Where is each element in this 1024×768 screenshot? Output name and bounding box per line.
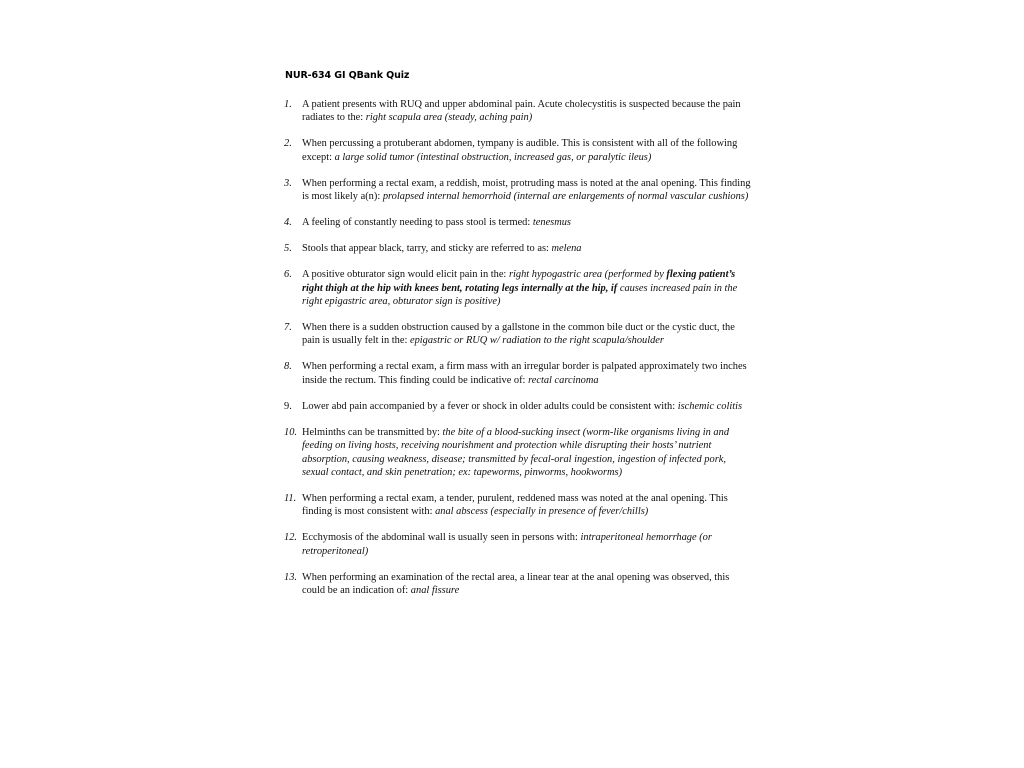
- document-title: NUR-634 GI QBank Quiz: [285, 70, 410, 81]
- question-stem: When performing an examination of the rectal area, a linear tear at the anal opening was observed, this could be an indication of:: [302, 571, 730, 597]
- question-number: 7.: [284, 322, 292, 334]
- question-stem: A feeling of constantly needing to pass stool is termed:: [302, 217, 531, 229]
- question-number: 5.: [284, 243, 292, 255]
- question-answer: prolapsed internal hemorrhoid (internal are enlargements of normal vascular cushions): [382, 191, 749, 203]
- question-item: [284, 137, 754, 164]
- question-item: [284, 98, 754, 125]
- question-answer-emphasis: flexing patient’s right thigh at the hip with knees bent, rotating legs internally at the hip, if: [302, 269, 736, 294]
- question-answer: melena: [551, 243, 582, 255]
- question-list: [284, 98, 754, 610]
- question-item: [284, 268, 754, 308]
- question-answer: a large solid tumor (intestinal obstruction, increased gas, or paralytic ileus): [334, 151, 652, 163]
- question-item: [284, 571, 754, 598]
- question-item: [284, 242, 754, 255]
- question-answer: right hypogastric area (performed by: [508, 269, 664, 281]
- question-answer: anal fissure: [410, 585, 460, 597]
- question-item: [284, 360, 754, 387]
- question-number: 11.: [284, 493, 297, 505]
- question-item: [284, 426, 754, 480]
- question-answer-continuation: causes increased pain in the right epigastric area, obturator sign is positive): [302, 282, 738, 308]
- question-stem: A positive obturator sign would elicit pain in the:: [302, 269, 507, 281]
- question-answer: tenesmus: [532, 217, 571, 229]
- question-stem: A patient presents with RUQ and upper abdominal pain. Acute cholecystitis is suspected because the pain radiates to the:: [302, 99, 741, 124]
- question-item: [284, 492, 754, 519]
- question-answer: rectal carcinoma: [528, 374, 599, 386]
- question-answer: intraperitoneal hemorrhage (or retroperitoneal): [302, 532, 712, 557]
- question-answer: ischemic colitis: [677, 400, 743, 412]
- question-number: 8.: [284, 361, 292, 373]
- question-stem: When there is a sudden obstruction caused by a gallstone in the common bile duct or the cystic duct, the pain is usually felt in the:: [302, 322, 735, 347]
- question-item: [284, 216, 754, 229]
- question-stem: Ecchymosis of the abdominal wall is usually seen in persons with:: [302, 532, 578, 544]
- question-stem: Helminths can be transmitted by:: [302, 426, 440, 438]
- question-stem: Stools that appear black, tarry, and sticky are referred to as:: [302, 243, 549, 255]
- question-stem: When performing a rectal exam, a tender, purulent, reddened mass was noted at the anal opening. This finding is most consistent with:: [302, 493, 728, 518]
- question-number: 10.: [284, 426, 297, 438]
- question-number: 1.: [284, 99, 292, 110]
- question-number: 3.: [284, 177, 292, 189]
- question-stem: When percussing a protuberant abdomen, tympany is audible. This is consistent with all of the following except:: [302, 138, 738, 163]
- question-answer: anal abscess (especially in presence of fever/chills): [435, 506, 649, 518]
- question-stem: When performing a rectal exam, a firm mass with an irregular border is palpated approximately two inches inside the rectum. This finding could be indicative of:: [302, 361, 747, 386]
- question-answer: right scapula area (steady, aching pain): [365, 112, 533, 124]
- question-item: [284, 531, 754, 558]
- question-item: [284, 321, 754, 348]
- question-number: 4.: [284, 217, 292, 229]
- question-number: 6.: [284, 269, 292, 281]
- question-number: 13.: [284, 571, 297, 583]
- question-item: [284, 400, 754, 413]
- question-answer: the bite of a blood-sucking insect (worm-like organisms living in and feeding on living hosts, receiving nourishment and protection while disrupting their hosts’ nutrient absorption, causing weakness, disease; transmitted by fecal-oral ingestion, ingestion of infected pork, sexual contact, and skin penetration; ex: tapeworms, pinworms, hookworms): [302, 426, 730, 479]
- question-number: 12.: [284, 532, 297, 544]
- question-number: 9.: [284, 400, 292, 412]
- question-item: [284, 177, 754, 204]
- question-stem: Lower abd pain accompanied by a fever or shock in older adults could be consistent with:: [302, 400, 676, 412]
- question-stem: When performing a rectal exam, a reddish, moist, protruding mass is noted at the anal opening. This finding is most likely a(n):: [302, 177, 751, 203]
- question-answer: epigastric or RUQ w/ radiation to the right scapula/shoulder: [409, 335, 664, 347]
- question-number: 2.: [284, 138, 292, 150]
